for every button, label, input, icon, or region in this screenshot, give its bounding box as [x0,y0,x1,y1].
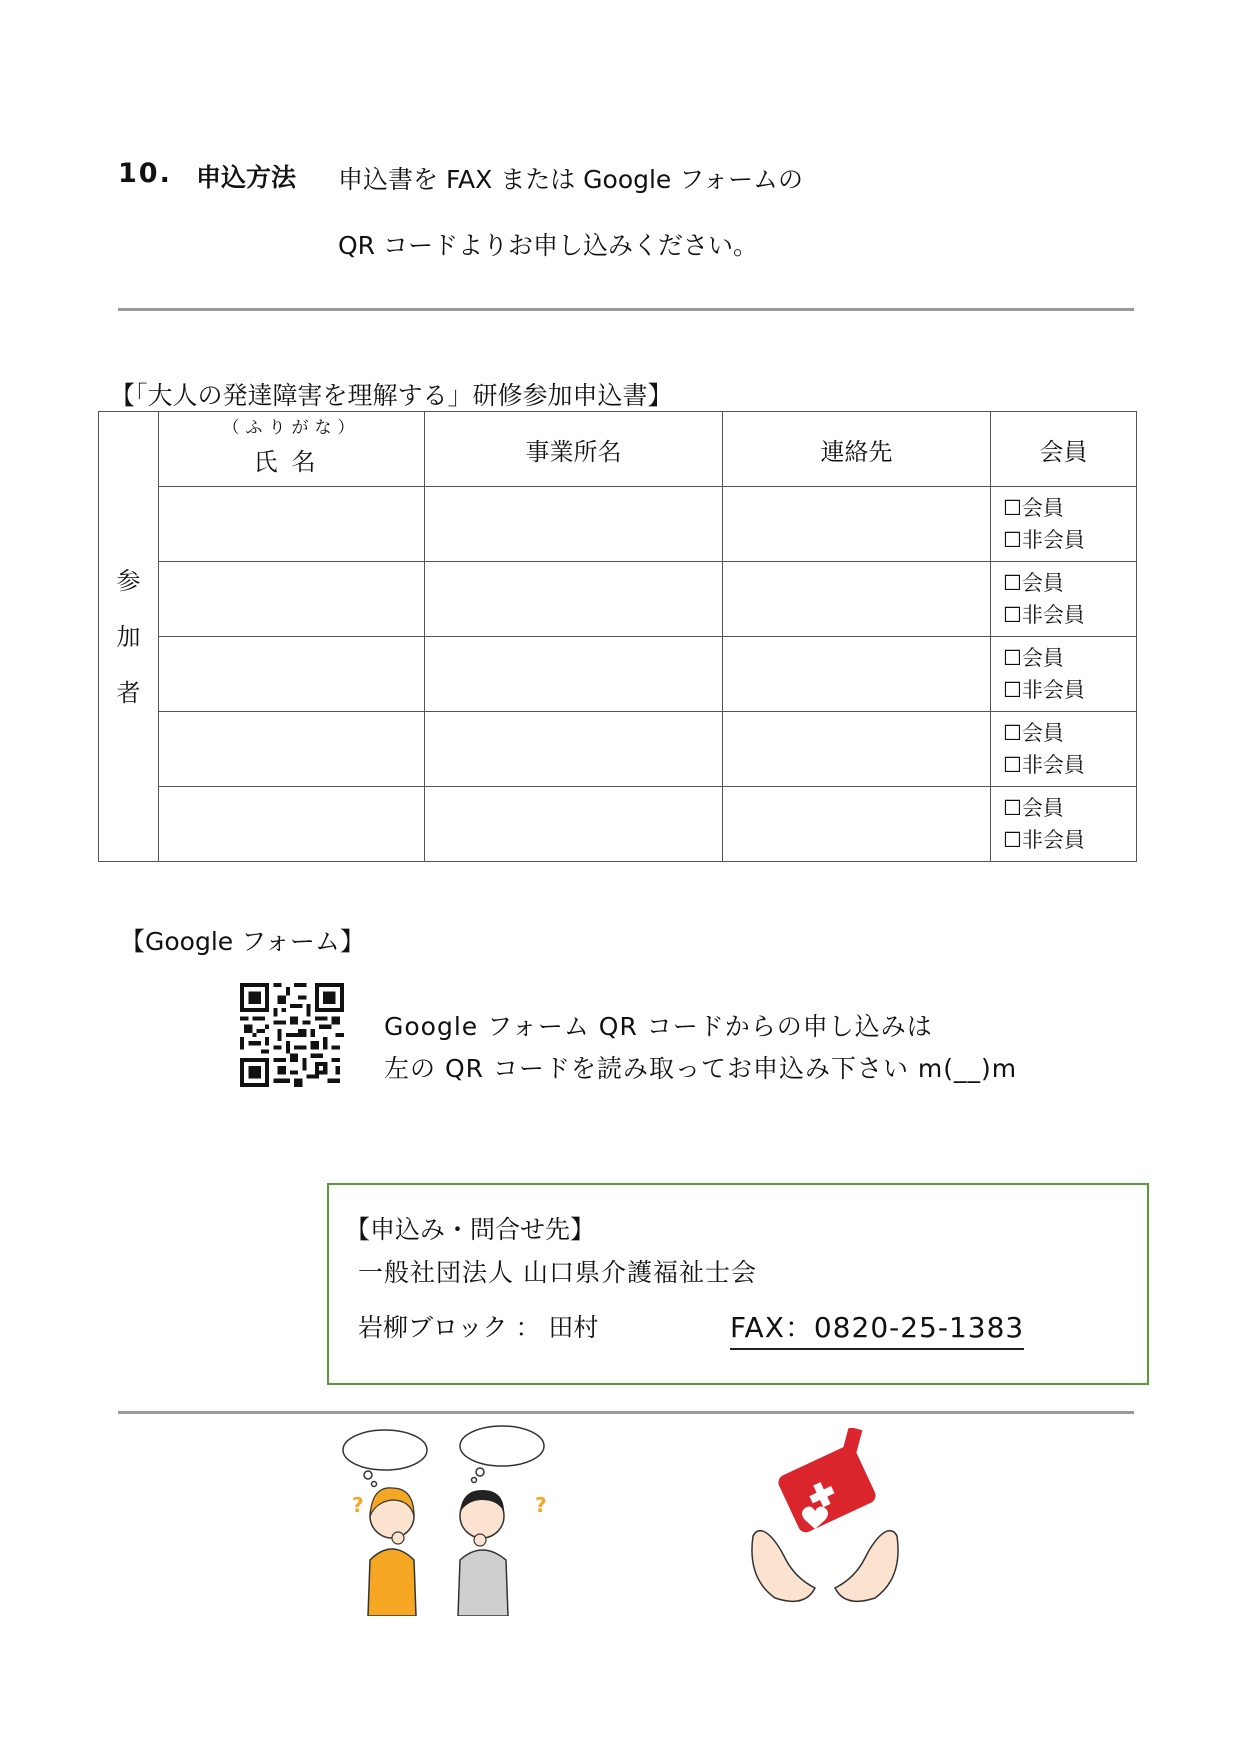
nonmember-checkbox[interactable]: ☐非会員 [1003,753,1085,777]
contact-fax: FAX：0820-25-1383 [730,1306,1024,1350]
member-cell [991,712,1137,787]
member-checkbox[interactable]: ☐会員 [1003,646,1064,670]
application-table [98,411,1137,862]
member-cell [991,637,1137,712]
name-label: 氏名 [253,448,330,476]
member-checkbox[interactable]: ☐会員 [1003,796,1064,820]
office-cell[interactable] [425,712,723,787]
google-form-line2: 左の QR コードを読み取ってお申込み下さい m(__)m [384,1054,1018,1083]
name-header [159,412,425,487]
thinking-people-illustration [330,1420,550,1616]
table-header-row [99,412,1137,487]
divider-bottom [118,1411,1134,1414]
participant-side-label: 参 加 者 [99,412,159,862]
divider-top [118,308,1134,311]
member-checkbox[interactable]: ☐会員 [1003,721,1064,745]
nonmember-checkbox[interactable]: ☐非会員 [1003,603,1085,627]
section-text-line1: 申込書を FAX または Google フォームの [338,165,804,194]
office-cell[interactable] [425,637,723,712]
office-cell[interactable] [425,562,723,637]
member-cell [991,562,1137,637]
contact-cell[interactable] [723,712,991,787]
contact-person: 岩柳ブロック ： 田村 [358,1313,599,1342]
member-header: 会員 [991,412,1137,487]
google-form-title: 【Google フォーム】 [120,927,365,956]
furigana-label: （ふりがな） [222,418,361,438]
member-checkbox[interactable]: ☐会員 [1003,496,1064,520]
google-form-line1: Google フォーム QR コードからの申し込みは [384,1012,933,1041]
name-cell[interactable] [159,637,425,712]
contact-cell[interactable] [723,487,991,562]
care-hands-illustration [745,1428,905,1608]
office-cell[interactable] [425,487,723,562]
contact-cell[interactable] [723,637,991,712]
member-checkbox[interactable]: ☐会員 [1003,571,1064,595]
nonmember-checkbox[interactable]: ☐非会員 [1003,678,1085,702]
svg-text:?: ? [535,1493,547,1517]
svg-text:?: ? [352,1493,364,1517]
table-row [99,712,1137,787]
contact-organization: 一般社団法人 山口県介護福祉士会 [358,1258,757,1287]
table-row [99,487,1137,562]
table-row [99,562,1137,637]
office-cell[interactable] [425,787,723,862]
contact-header: 連絡先 [723,412,991,487]
member-cell [991,487,1137,562]
contact-cell[interactable] [723,787,991,862]
office-header: 事業所名 [425,412,723,487]
name-cell[interactable] [159,787,425,862]
name-cell[interactable] [159,487,425,562]
nonmember-checkbox[interactable]: ☐非会員 [1003,528,1085,552]
contact-title: 【申込み・問合せ先】 [345,1215,596,1244]
member-cell [991,787,1137,862]
section-text-line2: QR コードよりお申し込みください。 [338,231,758,260]
nonmember-checkbox[interactable]: ☐非会員 [1003,828,1085,852]
name-cell[interactable] [159,712,425,787]
section-label: 申込方法 [196,163,297,192]
table-row [99,637,1137,712]
form-title: 【「大人の発達障害を理解する」研修参加申込書】 [110,381,673,410]
section-number: 10. [118,158,172,189]
name-cell[interactable] [159,562,425,637]
contact-cell[interactable] [723,562,991,637]
qr-code[interactable] [240,983,344,1087]
table-row [99,787,1137,862]
